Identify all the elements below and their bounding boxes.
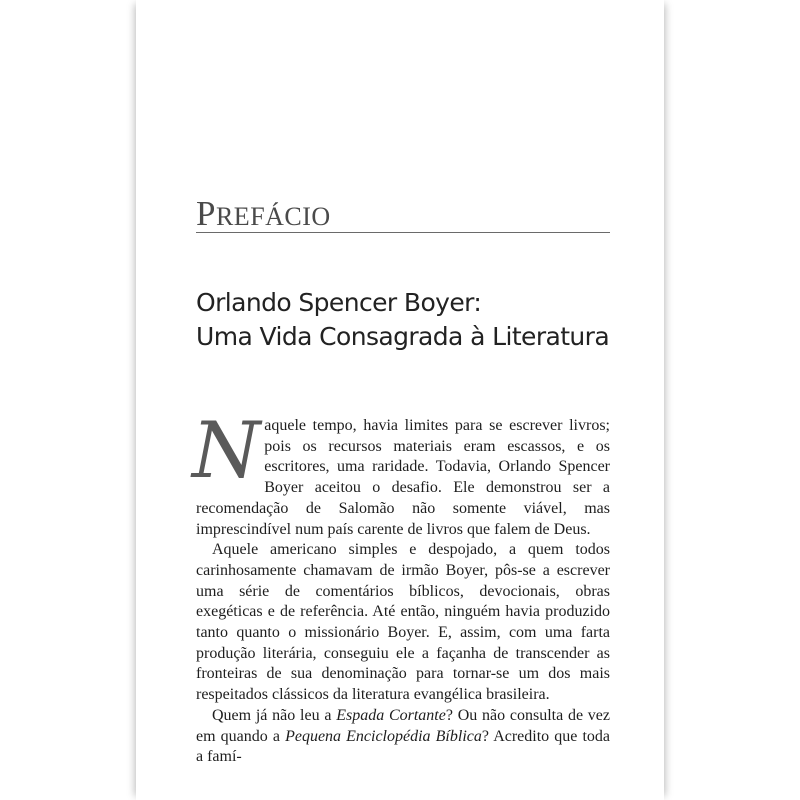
chapter-heading xyxy=(196,286,609,354)
paragraph-3-part1: Quem já não leu a xyxy=(212,706,337,724)
paragraph-1 xyxy=(192,406,610,540)
book-title-espada-cortante: Espada Cortante xyxy=(336,706,446,724)
paragraph-1-text: aquele tempo, havia limites para se escrever livros; pois os recursos materiais eram escassos, e os escritores, uma raridade. Todavia, Orlando Spencer Boyer aceitou o desafio. Ele demonstrou ser a recomendação de Salomão não somente viável, mas imprescindível num país carente de livros que falem de Deus. xyxy=(196,417,610,538)
paragraph-2: Aquele americano simples e despojado, a quem todos carinhosamente chamavam de irmão Boyer, pôs-se a escrever uma série de comentários bíblicos, devocionais, obras exegéticas e de referência. Até então, ninguém havia produzido tanto quanto o missionário Boyer. E, assim, com uma farta produção literária, conseguiu ele a façanha de transcender as fronteiras de sua denominação para tornar-se um dos mais respeitados clássicos da literatura evangélica brasileira. xyxy=(196,541,610,704)
chapter-heading-line1: Orlando Spencer Boyer: xyxy=(196,288,482,317)
chapter-heading-line2: Uma Vida Consagrada à Literatura xyxy=(196,322,610,351)
paragraph-3-part2: ? Ou não consulta de vez em quando a xyxy=(196,706,611,745)
paragraph-3-part3: ? Acredito que toda a famí- xyxy=(196,727,611,766)
book-title-enciclopedia: Pequena Enciclopédia Bíblica xyxy=(285,727,482,745)
section-title-rest: REFÁCIO xyxy=(215,202,331,231)
title-rule xyxy=(196,232,610,233)
paragraph-3 xyxy=(196,706,610,768)
drop-cap: N xyxy=(192,406,261,496)
section-title xyxy=(196,194,331,234)
section-title-initial: P xyxy=(196,194,216,233)
body-text xyxy=(192,406,611,768)
